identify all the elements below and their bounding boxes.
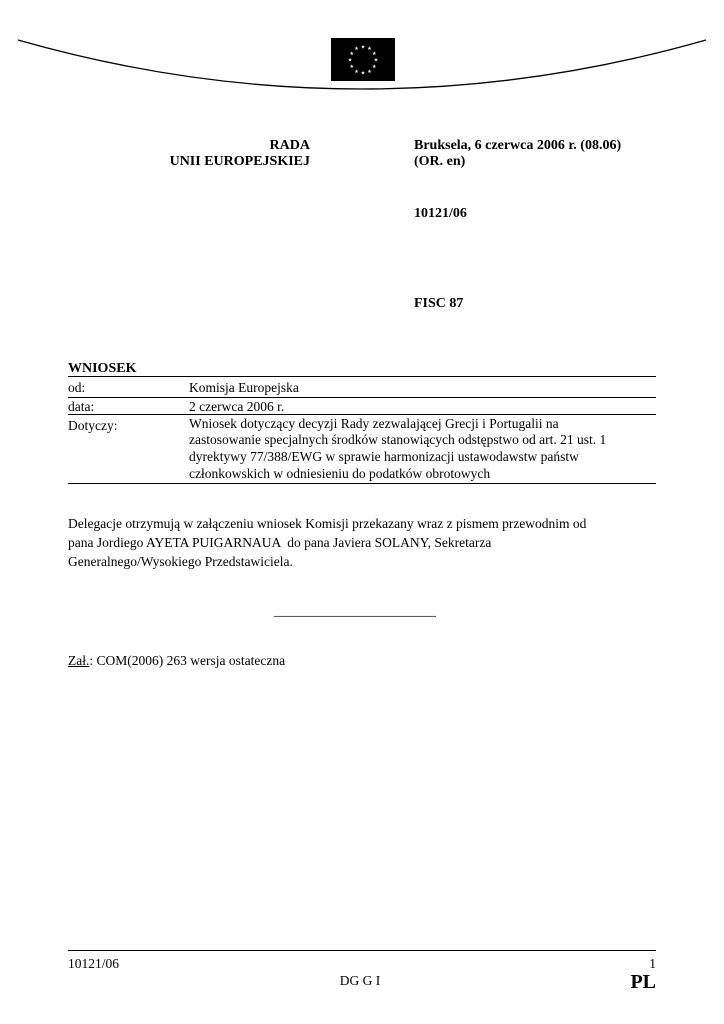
enclosure-text: : COM(2006) 263 wersja ostateczna — [89, 653, 286, 668]
row-label-date: data: — [68, 399, 95, 414]
council-name-line1: RADA — [269, 138, 310, 153]
classification-code: FISC 87 — [414, 296, 464, 311]
star-icon: ★ — [349, 64, 354, 70]
table-top-rule — [68, 376, 656, 377]
table-rule-1 — [68, 397, 656, 398]
star-icon: ★ — [347, 57, 353, 64]
table-rule-2 — [68, 414, 656, 415]
row-value-from: Komisja Europejska — [189, 380, 299, 395]
body-line: pana Jordiego AYETA PUIGARNAUA do pana Javiera SOLANY, Sekretarza — [68, 535, 492, 550]
footer-page-number: 1 — [649, 956, 656, 971]
row-label-subject: Dotyczy: — [68, 418, 118, 433]
star-icon: ★ — [372, 64, 377, 70]
star-icon: ★ — [373, 57, 379, 64]
row-value-subject-line: członkowskich w odniesieniu do podatków obrotowych — [189, 466, 491, 481]
document-number: 10121/06 — [414, 206, 467, 221]
body-line: Delegacje otrzymują w załączeniu wniosek Komisji przekazany wraz z pismem przewodnim od — [68, 516, 587, 531]
original-language: (OR. en) — [414, 154, 466, 169]
star-icon: ★ — [360, 44, 366, 51]
eu-flag-icon — [331, 38, 395, 81]
separator-line: ________________________ — [274, 603, 436, 618]
star-icon: ★ — [367, 68, 372, 75]
footer-department: DG G I — [339, 973, 381, 988]
place-date: Bruksela, 6 czerwca 2006 r. (08.06) — [414, 138, 622, 153]
star-icon: ★ — [372, 51, 377, 57]
star-icon: ★ — [354, 68, 359, 75]
row-value-subject-line: zastosowanie specjalnych środków stanowiących odstępstwo od art. 21 ust. 1 — [189, 432, 607, 447]
table-bottom-rule — [68, 483, 656, 484]
row-value-date: 2 czerwca 2006 r. — [189, 399, 285, 414]
row-value-subject-line: Wniosek dotyczący decyzji Rady zezwalającej Grecji i Portugalii na — [189, 416, 559, 431]
row-value-subject-line: dyrektywy 77/388/EWG w sprawie harmonizacji ustawodawstw państw — [189, 449, 579, 464]
star-icon: ★ — [360, 70, 366, 77]
star-icon: ★ — [367, 46, 372, 53]
footer-language-code: PL — [630, 971, 656, 993]
star-icon: ★ — [354, 46, 359, 53]
footer-rule — [68, 950, 656, 951]
enclosure-label: Zał. — [68, 653, 90, 668]
note-type-heading: WNIOSEK — [68, 361, 137, 376]
footer-document-number: 10121/06 — [68, 956, 120, 971]
star-icon: ★ — [349, 51, 354, 57]
enclosure — [68, 652, 285, 669]
row-label-from: od: — [68, 380, 86, 395]
council-name-line2: UNII EUROPEJSKIEJ — [169, 154, 310, 169]
body-line: Generalnego/Wysokiego Przedstawiciela. — [68, 554, 293, 569]
